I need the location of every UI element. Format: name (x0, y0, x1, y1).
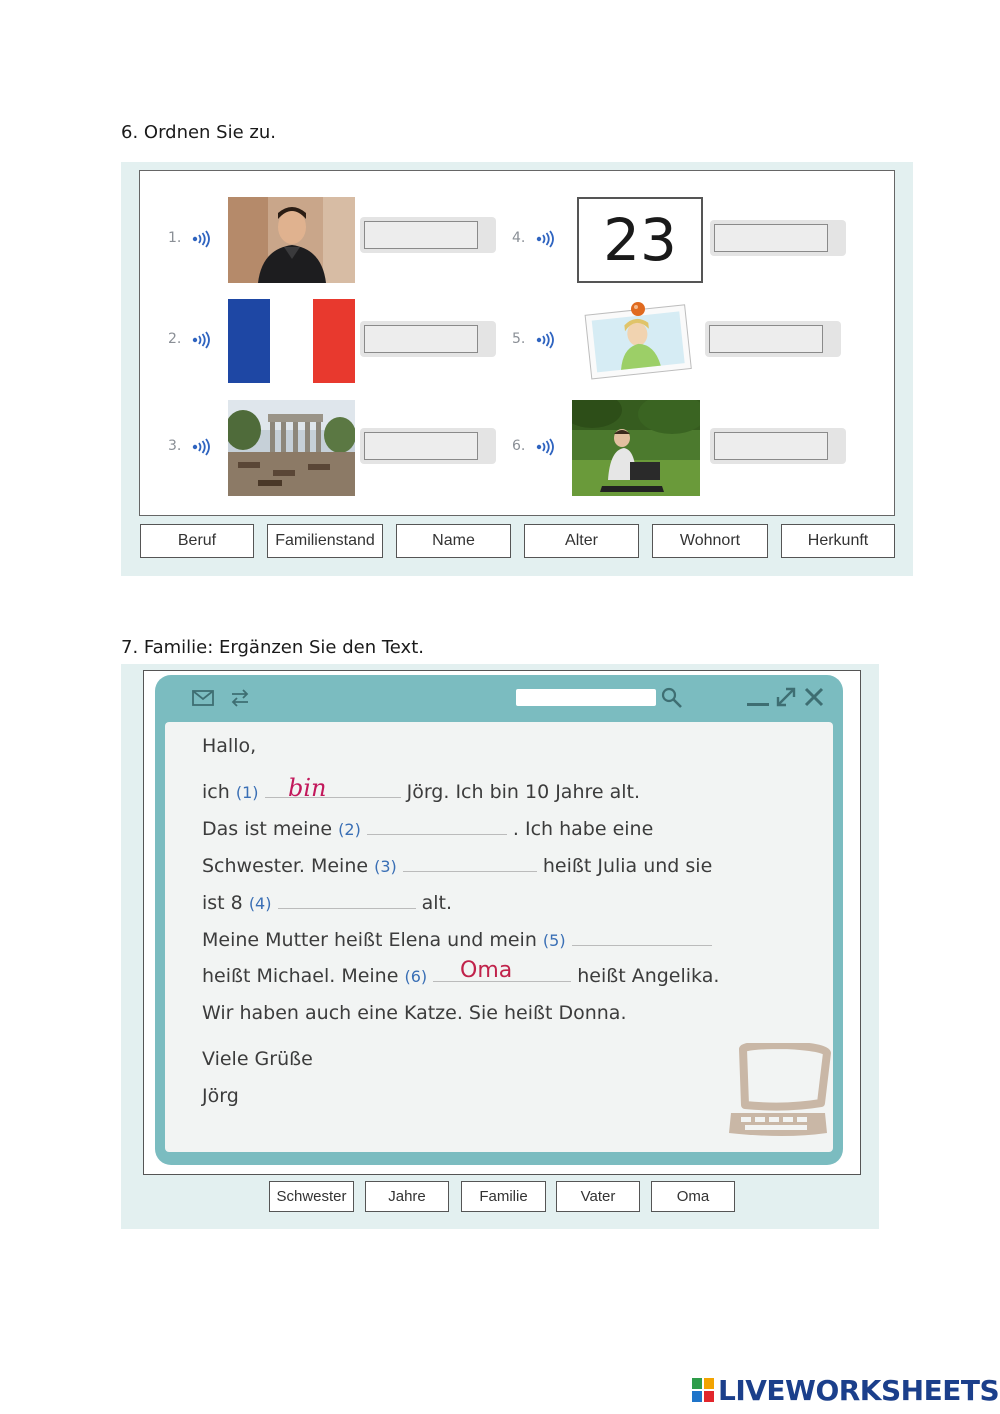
item-4-number: 4. (512, 230, 526, 246)
audio-icon[interactable] (536, 230, 556, 248)
item-5-number: 5. (512, 331, 526, 347)
man-portrait-image (228, 197, 355, 283)
gap-2[interactable] (367, 834, 507, 835)
gap-number-1: (1) (235, 783, 259, 802)
item-1-number: 1. (168, 230, 182, 246)
minimize-icon[interactable] (747, 703, 769, 706)
text-line-4 (202, 892, 452, 914)
man-on-grass-image (572, 400, 700, 496)
drop-box-3[interactable] (364, 432, 478, 460)
greeting: Hallo, (202, 735, 257, 757)
answer-slot-4[interactable] (710, 220, 846, 256)
line-1-pre: ich (202, 781, 230, 803)
audio-icon[interactable] (536, 331, 556, 349)
line-4-pre: ist 8 (202, 892, 243, 914)
word-option-oma[interactable]: Oma (651, 1181, 735, 1212)
text-line-5 (202, 929, 712, 951)
line-6-post: heißt Angelika. (577, 965, 720, 987)
line-4-post: alt. (421, 892, 452, 914)
drop-box-4[interactable] (714, 224, 828, 252)
text-line-1 (202, 781, 640, 803)
gap-4[interactable] (278, 908, 416, 909)
answer-slot-5[interactable] (705, 321, 841, 357)
word-option-schwester[interactable]: Schwester (269, 1181, 354, 1212)
drop-box-5[interactable] (709, 325, 823, 353)
brandenburg-gate-image (228, 400, 355, 496)
maximize-icon[interactable] (775, 686, 797, 708)
line-1-post: Jörg. Ich bin 10 Jahre alt. (406, 781, 641, 803)
line-6-pre: heißt Michael. Meine (202, 965, 399, 987)
closing: Viele Grüße (202, 1048, 313, 1070)
gap-number-4: (4) (248, 894, 272, 913)
line-3-post: heißt Julia und sie (542, 855, 713, 877)
word-option-jahre[interactable]: Jahre (365, 1181, 449, 1212)
mail-icon (192, 689, 214, 707)
word-option-name[interactable]: Name (396, 524, 511, 558)
drop-box-6[interactable] (714, 432, 828, 460)
drop-box-1[interactable] (364, 221, 478, 249)
text-line-3 (202, 855, 712, 877)
word-option-vater[interactable]: Vater (556, 1181, 640, 1212)
word-option-alter[interactable]: Alter (524, 524, 639, 558)
text-line-7: Wir haben auch eine Katze. Sie heißt Donna. (202, 1002, 627, 1024)
item-3-number: 3. (168, 438, 182, 454)
french-flag-image (228, 299, 355, 383)
item-2-number: 2. (168, 331, 182, 347)
gap-3[interactable] (403, 871, 537, 872)
gap-number-6: (6) (404, 967, 428, 986)
pinned-photo-image (580, 300, 695, 380)
search-icon[interactable] (660, 686, 684, 710)
word-option-beruf[interactable]: Beruf (140, 524, 254, 558)
gap-1[interactable] (265, 797, 401, 798)
handwritten-answer-1: bin (288, 774, 327, 802)
item-6-number: 6. (512, 438, 526, 454)
gap-5[interactable] (572, 945, 712, 946)
number-card: 23 (577, 197, 703, 283)
laptop-icon (725, 1043, 833, 1141)
answer-slot-1[interactable] (360, 217, 496, 253)
liveworksheets-brand: LIVEWORKSHEETS (718, 1374, 1000, 1407)
answer-slot-6[interactable] (710, 428, 846, 464)
text-line-2 (202, 818, 653, 840)
word-option-wohnort[interactable]: Wohnort (652, 524, 768, 558)
word-option-familienstand[interactable]: Familienstand (267, 524, 383, 558)
drop-box-2[interactable] (364, 325, 478, 353)
gap-number-5: (5) (542, 931, 566, 950)
liveworksheets-logo-icon (692, 1378, 714, 1402)
handwritten-answer-6: Oma (460, 958, 513, 983)
audio-icon[interactable] (192, 331, 212, 349)
word-option-herkunft[interactable]: Herkunft (781, 524, 895, 558)
audio-icon[interactable] (192, 230, 212, 248)
line-2-post: . Ich habe eine (512, 818, 654, 840)
line-5-pre: Meine Mutter heißt Elena und mein (202, 929, 537, 951)
audio-icon[interactable] (192, 438, 212, 456)
gap-number-3: (3) (374, 857, 397, 876)
line-2-pre: Das ist meine (202, 818, 333, 840)
exercise-7-heading: 7. Familie: Ergänzen Sie den Text. (121, 637, 424, 658)
close-icon[interactable] (803, 686, 825, 708)
audio-icon[interactable] (536, 438, 556, 456)
gap-number-2: (2) (338, 820, 361, 839)
exercise-6-heading: 6. Ordnen Sie zu. (121, 122, 276, 143)
answer-slot-2[interactable] (360, 321, 496, 357)
line-3-pre: Schwester. Meine (202, 855, 369, 877)
answer-slot-3[interactable] (360, 428, 496, 464)
search-input[interactable] (516, 689, 656, 706)
word-option-familie[interactable]: Familie (461, 1181, 546, 1212)
reply-icon (229, 688, 251, 708)
signature: Jörg (202, 1085, 239, 1107)
